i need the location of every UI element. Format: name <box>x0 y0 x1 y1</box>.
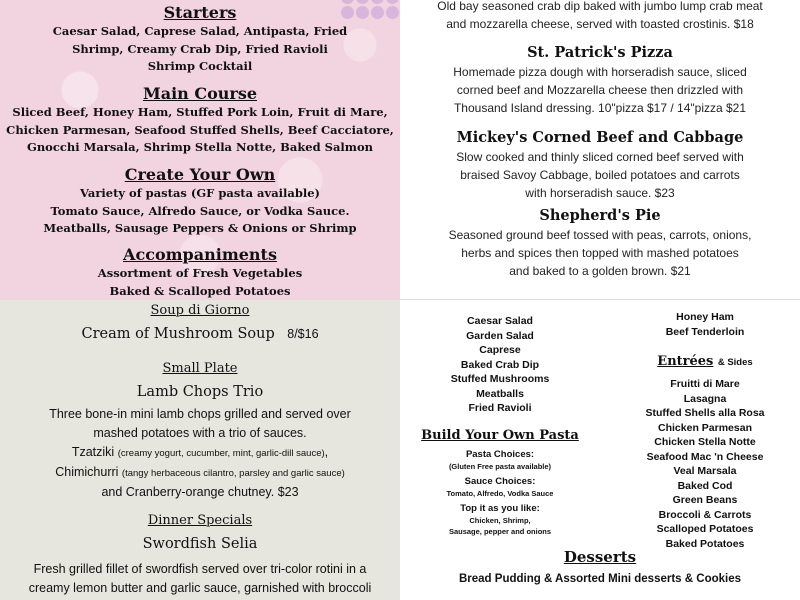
list-item: Baked Cod <box>677 479 733 492</box>
desc-line: mashed potatoes with a trio of sauces. <box>93 426 307 440</box>
dinner-specials-section <box>0 512 400 598</box>
list-item: Lasagna <box>683 392 727 405</box>
soup-name: Cream of Mushroom Soup <box>81 326 275 342</box>
list-item: Stuffed Shells alla Rosa <box>645 407 765 419</box>
starters-section <box>0 3 400 76</box>
shepherds-pie-name: Shepherd's Pie <box>539 207 661 224</box>
accompaniments-heading: Accompaniments <box>123 245 277 264</box>
soup-heading: Soup di Giorno <box>150 303 250 318</box>
swordfish-name: Swordfish Selia <box>142 536 258 552</box>
top-list: Chicken, Shrimp, <box>469 516 531 525</box>
accompaniments-section <box>0 245 400 300</box>
desc-line: Seasoned ground beef tossed with peas, carrots, onions, <box>448 228 752 242</box>
soup-price: 8/$16 <box>287 327 319 341</box>
main-course-section <box>0 84 400 157</box>
desserts-section <box>400 548 800 587</box>
crab-dip-description <box>400 0 800 33</box>
desc-line: Homemade pizza dough with horseradish sauce, sliced <box>453 65 747 79</box>
main-course-line: Gnocchi Marsala, Shrimp Stella Notte, Baked Salmon <box>27 140 373 154</box>
corned-beef-item <box>400 128 800 202</box>
list-item: Stuffed Mushrooms <box>450 373 550 385</box>
shepherds-pie-item <box>400 206 800 280</box>
list-item: Caesar Salad <box>467 315 533 327</box>
list-item: Baked Crab Dip <box>460 358 540 371</box>
create-line: Meatballs, Sausage Peppers & Onions or Shrimp <box>43 221 357 235</box>
pasta-choices-label: Pasta Choices: <box>465 449 535 460</box>
create-your-own-heading: Create Your Own <box>124 165 276 184</box>
list-item: Meatballs <box>476 387 524 400</box>
starters-line: Caesar Salad, Caprese Salad, Antipasta, Fried <box>52 24 348 38</box>
tzatziki-label: Tzatziki <box>71 445 115 459</box>
entrees-heading: Entrées <box>657 354 714 369</box>
desc-line: and mozzarella cheese, served with toasted crostinis. $18 <box>446 17 754 31</box>
image-divider <box>0 299 800 300</box>
desserts-heading: Desserts <box>563 548 637 566</box>
sauce-choices-label: Sauce Choices: <box>464 476 536 487</box>
lamb-chops-name: Lamb Chops Trio <box>136 384 264 400</box>
desc-line: Thousand Island dressing. 10"pizza $17 / 14"pizza $21 <box>453 101 747 115</box>
list-item: Beef Tenderloin <box>665 325 745 338</box>
desc-line: Slow cooked and thinly sliced corned beef served with <box>456 150 744 164</box>
chimichurri-label: Chimichurri <box>55 465 119 479</box>
pizza-item <box>400 43 800 117</box>
list-item: Fried Ravioli <box>468 402 532 414</box>
starters-heading: Starters <box>163 3 237 22</box>
main-course-line: Chicken Parmesan, Seafood Stuffed Shells, Beef Cacciatore, <box>6 122 394 137</box>
starters-line: Shrimp, Creamy Crab Dip, Fried Ravioli <box>72 41 328 56</box>
list-item: Chicken Parmesan <box>658 421 752 434</box>
carving-list <box>645 310 765 339</box>
pizza-name: St. Patrick's Pizza <box>527 44 673 61</box>
build-pasta-section <box>420 427 580 537</box>
accompaniments-line: Assortment of Fresh Vegetables <box>97 266 303 280</box>
list-item: Honey Ham <box>676 311 734 323</box>
entrees-suffix: & Sides <box>717 357 753 368</box>
create-line: Variety of pastas (GF pasta available) <box>80 186 320 200</box>
top-it-label: Top it as you like: <box>460 503 540 514</box>
tzatziki-desc: (creamy yogurt, cucumber, mint, garlic-dill sauce) <box>117 448 325 459</box>
small-plate-heading: Small Plate <box>162 361 238 376</box>
main-course-heading: Main Course <box>142 84 257 103</box>
menu-image-starters-main <box>0 0 400 300</box>
starters-list <box>440 314 560 416</box>
desc-line: and Cranberry-orange chutney. $23 <box>101 485 299 499</box>
list-item: Broccoli & Carrots <box>658 508 752 521</box>
desc-line: herbs and spices then topped with mashed potatoes <box>461 246 739 260</box>
menu-image-soup-specials <box>0 300 400 600</box>
dinner-specials-heading: Dinner Specials <box>147 513 253 528</box>
soup-section <box>0 302 400 344</box>
desc-line: Fresh grilled fillet of swordfish served over tri-color rotini in a <box>33 562 367 576</box>
list-item: Seafood Mac 'n Cheese <box>646 450 764 463</box>
desc-line: and baked to a golden brown. $21 <box>509 264 691 278</box>
main-course-line: Sliced Beef, Honey Ham, Stuffed Pork Loin, Fruit di Mare, <box>12 105 388 119</box>
entrees-section <box>640 352 770 551</box>
create-line: Tomato Sauce, Alfredo Sauce, or Vodka Sauce. <box>50 203 350 218</box>
list-item: Fruitti di Mare <box>670 378 740 390</box>
desc-line: Old bay seasoned crab dip baked with jumbo lump crab meat <box>437 0 763 13</box>
accompaniments-line: Baked & Scalloped Potatoes <box>109 283 291 298</box>
list-item: Green Beans <box>672 494 738 506</box>
menu-image-buffet <box>400 300 800 600</box>
corned-beef-name: Mickey's Corned Beef and Cabbage <box>456 129 744 146</box>
desserts-line: Bread Pudding & Assorted Mini desserts & Cookies <box>458 573 742 585</box>
desc-line: with horseradish sauce. $23 <box>525 186 675 200</box>
list-item: Scalloped Potatoes <box>656 523 754 535</box>
desc-line: braised Savoy Cabbage, boiled potatoes and carrots <box>460 168 740 182</box>
desc-line: Three bone-in mini lamb chops grilled and served over <box>49 407 351 421</box>
list-item: Veal Marsala <box>673 465 737 477</box>
desc-line: corned beef and Mozzarella cheese then drizzled with <box>456 83 744 97</box>
desc-line: creamy lemon butter and garlic sauce, garnished with broccoli <box>28 581 372 595</box>
starters-line: Shrimp Cocktail <box>147 59 253 73</box>
sauce-list: Tomato, Alfredo, Vodka Sauce <box>446 489 554 498</box>
build-pasta-heading: Build Your Own Pasta <box>421 428 579 443</box>
chimichurri-desc: (tangy herbaceous cilantro, parsley and garlic sauce) <box>121 468 345 479</box>
create-your-own-section <box>0 165 400 238</box>
list-item: Chicken Stella Notte <box>654 436 756 448</box>
list-item: Caprese <box>479 344 521 356</box>
list-item: Baked Potatoes <box>665 537 745 550</box>
list-item: Garden Salad <box>466 329 534 342</box>
top-list: Sausage, pepper and onions <box>448 527 552 536</box>
menu-image-specials <box>400 0 800 300</box>
small-plate-section: Small Plate Lamb Chops Trio Three bone-in mini lamb chops grilled and served over mashed potatoes with a trio of sauces. Tzatziki (creamy yogurt, cucumber, mint, garlic-dill sauce), Chimichurri (tangy herbaceous cilantro, parsley and garlic sauce) and Cranberry-orange chutney. $23 <box>0 360 400 502</box>
pasta-note: (Gluten Free pasta available) <box>448 462 552 471</box>
